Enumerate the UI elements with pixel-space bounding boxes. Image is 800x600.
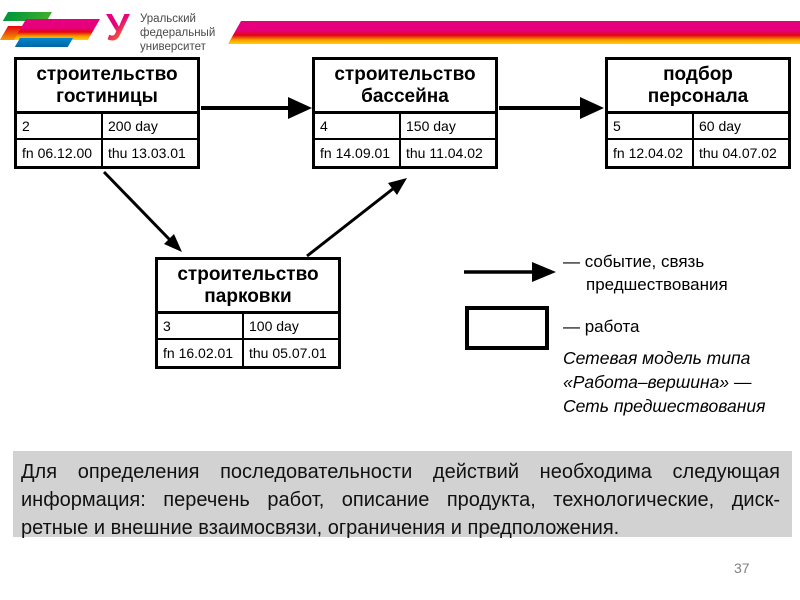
task-data-grid [608,114,788,166]
task-title [17,60,197,114]
task-title-line: строительство [177,263,319,285]
task-start-date: fn 12.04.02 [608,140,694,166]
legend-arrow-icon [464,262,556,282]
legend-note-line: Сеть предшествования [563,396,766,417]
legend-box-label: — работа [563,317,640,336]
task-duration: 100 day [244,314,338,340]
task-title [315,60,495,114]
brand-stripe-blue [15,38,73,47]
edge-hotel-to-pool-arrow-icon [201,97,312,119]
task-title-line: строительство [334,63,476,85]
body-text-line: Для определения последовательности действий необходима следующая [21,461,780,483]
body-text-line: ретные и внешние взаимосвязи, ограничения и предположения. [21,517,620,539]
task-data-grid [315,114,495,166]
task-id: 5 [608,114,694,140]
task-duration: 60 day [694,114,788,140]
task-id: 4 [315,114,401,140]
task-node-parking [155,257,341,369]
task-title-line: строительство [36,63,178,85]
task-node-pool [312,57,498,169]
legend-arrow-label-line: предшествования [586,274,728,294]
task-id: 3 [158,314,244,340]
task-finish-date: thu 04.07.02 [699,145,777,161]
task-node-staff [605,57,791,169]
legend-note-line: Сетевая модель типа [563,348,751,368]
task-title [608,60,788,114]
page-number: 37 [734,560,750,576]
task-id: 2 [17,114,103,140]
task-start-date: fn 14.09.01 [315,140,401,166]
task-title-line: персонала [647,85,749,107]
edge-pool-to-staff-arrow-icon [499,97,604,119]
legend-arrow-label [563,251,728,297]
university-name-line: университет [140,41,206,54]
slide-body-text [13,451,792,537]
body-text-line: информация: перечень работ, описание продукта, технологические, диск- [21,489,780,511]
task-finish-date: thu 11.04.02 [406,145,483,161]
task-title-line: бассейна [361,85,449,107]
legend-arrow-label-line: — событие, связь [563,252,705,271]
task-finish-date: thu 13.03.01 [108,145,186,161]
task-title-line: парковки [204,285,292,307]
university-name [140,12,215,54]
task-data-grid [17,114,197,166]
task-node-hotel [14,57,200,169]
brand-gradient-bar [228,21,800,44]
task-title-line: подбор [663,63,733,85]
university-name-line: Уральский [140,13,196,25]
urfu-logo-icon [106,6,136,53]
task-duration: 150 day [401,114,495,140]
task-title [158,260,338,314]
task-title-line: гостиницы [56,85,158,107]
task-start-date: fn 06.12.00 [17,140,103,166]
task-start-date: fn 16.02.01 [158,340,244,366]
university-name-line: федеральный [140,27,216,40]
task-duration: 200 day [103,114,197,140]
edge-hotel-to-parking-arrow-icon [104,172,182,252]
legend-note-line: «Работа–вершина» — [563,372,752,393]
task-finish-date: thu 05.07.01 [249,345,327,361]
task-data-grid [158,314,338,366]
svg-text:У: У [106,7,130,48]
legend-work-box-icon [465,306,549,350]
edge-parking-to-pool-arrow-icon [307,178,407,256]
legend-note [563,346,765,418]
brand-stripe-magenta [14,19,100,40]
